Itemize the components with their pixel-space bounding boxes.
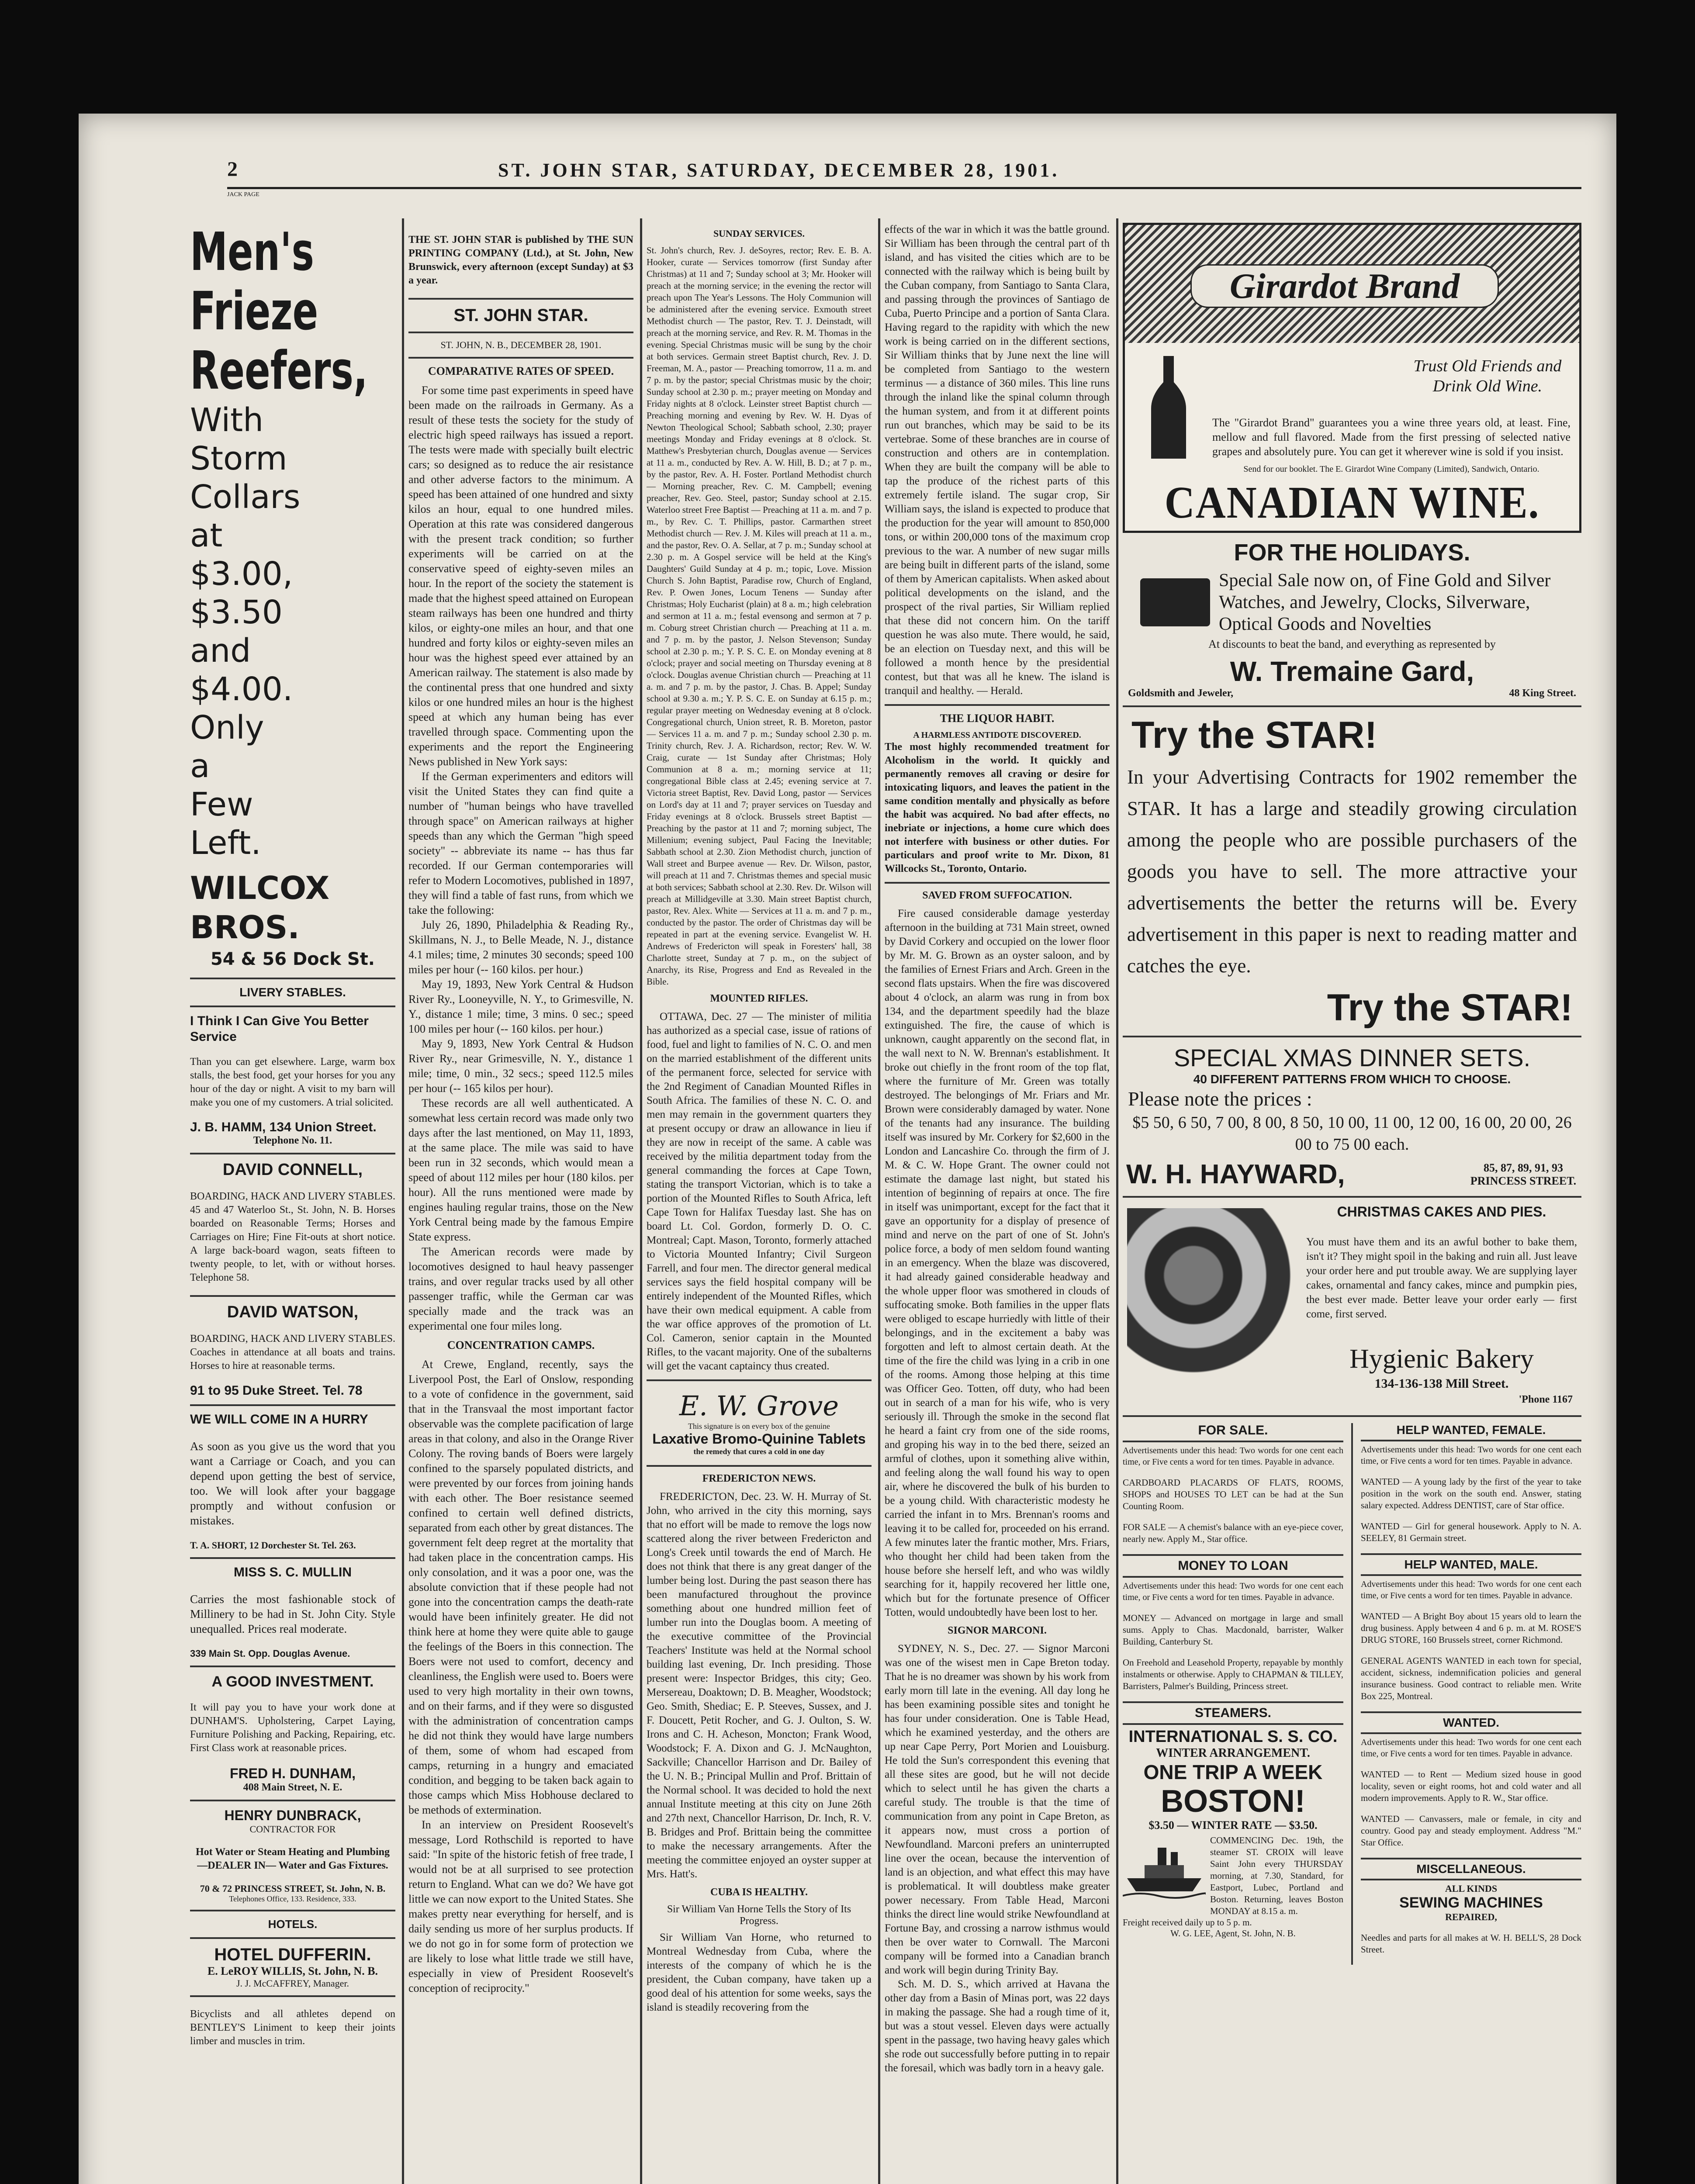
article-heading: COMPARATIVE RATES OF SPEED.	[428, 365, 614, 377]
article-paragraph: Fire caused considerable damage yesterday afternoon in the building at 731 Main street, owned by David Corkery and occupied on the lower floor by Mr. M. G. Brown as an oyster saloon, and by the families of Ernest Friars and Arch. Green in the second flats upstairs. When the fire was discovered about 4 o'clock, an alarm was rung in from box 134, and the department speedily had the blaze extinguished. The fire, the cause of which is unknown, caught apparently on the second flat, in the wall next to N. W. Brennan's establishment. It broke out chiefly in the front room of the top flat, where the furniture of Mr. Green was totally destroyed. The belongings of Mr. Friars and Mr. Brown were considerably damaged by water. None of the tenants had any insurance. The building itself was insured by Mr. Corkery for $2,600 in the London and Lancashire Co. through the firm of J. M. & C. W. Hope Grant. The owner could not estimate the damage last night, but stated his intention of beginning of repairs at once. The fire in itself was unimportant, except for the fact that it gave an opportunity for a display of presence of mind and nerve on the part of one of St. John's police force, a body of men seldom found wanting in an emergency. When the blaze was discovered, it had already gained considerable headway and the whole upper floor was smothered in clouds of suffocating smoke. Both families in the upper flats were obliged to escape hurriedly with little of their belongings, and in the excitement a baby was forgotten and left to almost certain death. At the time of the fire the child was lying in a crib in one of the rooms. Among those helping at this time was Officer Geo. Totten, off duty, who had been out in search of a man for his wife, who is very seriously ill. Through the smoke in the second flat he heard a faint cry from one of the side rooms, and groping his way in to the bed there, seized an armful of clothes, upon it something alive within, and feeling along the wall found his way to open air, where he discovered the bulk of his burden to be a young child. With characteristic modesty he carried the infant in to Mrs. Brennan's rooms and leaving it to be called for, proceeded on his errand. A few minutes later the frantic mother, Mrs. Friars, who thought her child had been taken from the house before she herself left, and who was wildly searching for it, happily recovered her little one, which but for the fortunate presence of Officer Totten, would undoubtedly have been lost to her.	[885, 908, 1110, 1618]
divider	[1361, 1732, 1581, 1734]
article-heading: MOUNTED RIFLES.	[710, 993, 808, 1004]
bromo-tagline: the remedy that cures a cold in one day	[693, 1447, 825, 1456]
star-text: In your Advertising Contracts for 1902 remember the STAR. It has a large and steadily growing circulation among the people who are possible purchasers of the goods you have to sell. The more attractive your advertisements the better the returns will be. Every advertisement in this paper is next to reading matter and catches the eye.	[1127, 766, 1577, 977]
girardot-tagline	[1404, 356, 1570, 396]
hamm-text: Than you can get elsewhere. Large, warm box stalls, the best food, get your horses for you any hour of the day or night. A visit to my barn will make you one of my customers. A trial solicited.	[190, 1056, 395, 1108]
column-ads-right	[1123, 223, 1581, 2184]
column-rule	[640, 218, 642, 2184]
article-paragraph: These records are all well authenticated. A somewhat less certain record was made only two days after the last mentioned, on May 11, 1893, at the same place. The mile was said to have been run in 32 seconds, which would mean a speed of about 112 miles per hour (180 kilos. per hour). All the runs mentioned were made by engines hauling regular trains, those on the New York Central being made by the famous Empire State express.	[408, 1097, 633, 1243]
column-news-3	[647, 223, 872, 2184]
divider	[190, 1295, 395, 1297]
masthead	[227, 157, 1581, 188]
article-paragraph: Sch. M. D. S., which arrived at Havana the other day from a Basin of Minas port, was 22 days in making the passage. She had a rough time of it, but was a stout vessel. Eleven days were actually spent in the passage, two having heavy gales which she rode out successfully before putting in to repair the foresail, which was badly torn in a heavy gale.	[885, 1978, 1110, 2074]
wine-bottle-icon	[1142, 356, 1195, 461]
divider	[190, 1937, 395, 1939]
article-heading: SAVED FROM SUFFOCATION.	[922, 890, 1072, 901]
wilcox-address: 54 & 56 Dock St.	[210, 949, 375, 969]
girardot-text: The "Girardot Brand" guarantees you a wine three years old, at least. Fine, mellow and full flavored. Made from the first pressing of selected native grapes and absolutely pure. You can get it wherever wine is sold if you insist.	[1212, 416, 1570, 458]
article-heading: FREDERICTON NEWS.	[702, 1473, 816, 1484]
divider	[1123, 705, 1581, 707]
column-rule	[1351, 1423, 1353, 1965]
forsale-item: CARDBOARD PLACARDS OF FLATS, ROOMS, SHOPS and HOUSES TO LET can be had at the Sun Counting Room.	[1123, 1477, 1343, 1511]
bakery-text: You must have them and its an awful bother to bake them, isn't it? They might spoil in the baking and ruin all. Just leave your order here and put trouble away. We are supplying layer cakes, ornamental and fancy cakes, mince and pumpkin pies, the best ever made. Better leave your order early — first come, first served.	[1306, 1236, 1577, 1320]
connell-text: BOARDING, HACK AND LIVERY STABLES. 45 and 47 Waterloo St., St. John, N. B. Horses boarded on Reasonable Terms; Horses and Carriages on Hire; Fine Fit-outs at short notice. A large back-board wagon, seats fifteen to twenty people, to let, with or without horses. Telephone 58.	[190, 1191, 395, 1283]
divider	[1123, 1576, 1343, 1578]
article-paragraph: effects of the war in which it was the battle ground. Sir William has been through the central part of th island, and has visited the cities which are to be connected with the railway which is being built by the Cuban company, from Santiago to Santa Clara, and passing through the provinces of Santiago de Cuba, Puerto Principe and a portion of Santa Clara. Having regard to the rapidity with which the new work is being carried on in the different sections, Sir William thinks that by June next the line will be completed from Santiago to the western terminus — a distance of 360 miles. This line runs through the inland like the spinal column through the human system, and from it at different points run out branches, which may be said to be its vertebrae. Some of these branches are in course of construction and others are in contemplation. When they are built the company will be able to tap the produce of the richest parts of this extremely fertile island. The sugar crop, Sir William says, the island is expected to produce that the production for the year will amount to 850,000 tons, or within 200,000 tons of the maximum crop previous to the war. A number of new sugar mills are being built in different parts of the island, some of them by American capitalists. When asked about political developments on the island, and the prospect of the rival parties, Sir William replied that these did not concern him. On the tariff question he was also mute. There would, he said, be an election on Tuesday next, and this will be followed a month hence by the presidential contest, but that was all he knew. The island is tranquil and healthy. — Herald.	[885, 224, 1110, 697]
dunham-address: 408 Main Street, N. E.	[243, 1782, 342, 1793]
misc-line: REPAIRED,	[1445, 1911, 1497, 1922]
divider	[1123, 1036, 1581, 1037]
wilcox-line: Few	[190, 786, 253, 823]
divider	[1361, 1858, 1581, 1859]
divider	[1123, 1415, 1581, 1417]
article-paragraph: At Crewe, England, recently, says the Liverpool Post, the Earl of Onslow, responding to a vote of confidence in the government, said that in the Transvaal the most important factor observable was the complete pacification of large areas in that colony, and also in the Orange River Colony. The roving bands of Boers were largely confined to the sparsely populated districts, and were prevented by our forces from joining hands with each other. The Boer resistance seemed confined to certain well defined districts, separated from each other by great distances. The government felt deep regret at the mortality that had taken place in the concentration camps. His only consolation, and it was a poor one, was the absolute conviction that if these people had not gone into the concentration camps the death-rate would have been infinitely greater. He did not think here at home they were quite able to gauge the feelings of the Boers in this connection. The Boers were not used to comfort, decency and cleanliness, the English were used to. Boers were used to very high mortality in their own towns, and on their farms, and if they were so disgusted with the administration of concentration camps he did not think they would have large numbers of them, some of whom had escaped from camps, returning in a hungry and emaciated condition, and begging to be taken back again to those camps which Miss Hobhouse declared to be methods of extermination.	[408, 1358, 633, 1816]
article-heading: THE LIQUOR HABIT.	[940, 712, 1055, 725]
divider	[1361, 1440, 1581, 1441]
gard-name: W. Tremaine Gard,	[1230, 656, 1474, 687]
divider	[1361, 1553, 1581, 1555]
short-ad	[190, 1412, 395, 1551]
mullin-name: MISS S. C. MULLIN	[234, 1565, 352, 1579]
article-paragraph: The American records were made by locomotives designed to haul heavy passenger trains, and over regular tracks used by all other passenger traffic, while the German car was specially made and the track was an experimental one four miles long.	[408, 1245, 633, 1332]
article-subheading: A HARMLESS ANTIDOTE DISCOVERED.	[913, 730, 1081, 740]
divider	[190, 1800, 395, 1801]
misc-heading: MISCELLANEOUS.	[1416, 1862, 1526, 1876]
steamers-heading: STEAMERS.	[1194, 1706, 1272, 1720]
dunbrack-telephone: Telephones Office, 133. Residence, 333.	[229, 1894, 356, 1903]
divider	[190, 1404, 395, 1406]
wilcox-line: Only	[190, 709, 264, 746]
divider	[1123, 1723, 1343, 1725]
steamers-season: WINTER ARRANGEMENT.	[1156, 1746, 1310, 1760]
column-rule	[402, 218, 404, 2184]
dufferin-owner: E. LeROY WILLIS, St. John, N. B.	[207, 1965, 378, 1977]
steamers-destination: BOSTON!	[1161, 1784, 1305, 1819]
female-heading: HELP WANTED, FEMALE.	[1396, 1423, 1546, 1437]
wilcox-ad	[190, 223, 395, 971]
dunham-ad	[190, 1673, 395, 1794]
dunham-name: FRED H. DUNHAM,	[230, 1766, 356, 1781]
hamm-heading: I Think I Can Give You Better Service	[190, 1014, 369, 1044]
divider	[1361, 1879, 1581, 1880]
dunbrack-address: 70 & 72 PRINCESS STREET, St. John, N. B.	[200, 1883, 386, 1894]
male-item: WANTED — A Bright Boy about 15 years old to learn the drug business. Apply between 4 and 6 p. m. at M. ROSE'S DRUG STORE, 160 Brussels street, corner Richmond.	[1361, 1611, 1581, 1645]
girardot-contact: Send for our booklet. The E. Girardot Wine Company (Limited), Sandwich, Ontario.	[1243, 464, 1539, 474]
divider	[190, 978, 395, 979]
watson-address: 91 to 95 Duke Street. Tel. 78	[190, 1383, 363, 1398]
article-paragraph: For some time past experiments in speed have been made on the railroads in Germany. As a result of these tests the society for the study of electric high speed railways has issued a report. The tests were made with specially built electric cars; so designed as to reduce the air resistance and other adverse factors to the minimum. A speed has been attained of one hundred and sixty kilos an hour, equal to one hundred miles. Operation at this rate was considered dangerous with the present track condition; so further experiments will be carried on at the conservative speed of eighty-seven miles an hour. In the report of the society the statement is made that the highest speed attained on European steam railways has been one hundred and thirty kilos, or eighty-one miles an hour, and that one hundred and forty kilos or eighty-seven miles an hour was the highest speed ever attained by an American railway. The statement is also made by the continental press that one hundred and sixty kilos or one hundred miles an hour is the highest speed at which any human being has ever travelled through space. Commenting upon the experiments and the report the Engineering News published in New York says:	[408, 384, 633, 768]
watson-ad	[190, 1303, 395, 1398]
wanted-heading: WANTED.	[1442, 1716, 1500, 1729]
girardot-ad	[1123, 223, 1581, 533]
forsale-heading: FOR SALE.	[1198, 1423, 1268, 1438]
hayward-heading: SPECIAL XMAS DINNER SETS.	[1173, 1044, 1531, 1071]
girardot-tagline-2: Drink Old Wine.	[1432, 377, 1543, 395]
dunham-heading: A GOOD INVESTMENT.	[211, 1673, 374, 1690]
article-paragraph: July 26, 1890, Philadelphia & Reading Ry., Skillmans, N. J., to Belle Meade, N. J., distance 4.1 miles; time, 2 minutes 30 seconds; speed 100 miles per hour (-- 160 kilos. per hour.)	[408, 919, 633, 976]
classified-col-right	[1361, 1423, 1581, 1965]
mullin-text: Carries the most fashionable stock of Millinery to be had in St. John City. Style unequalled. Prices real moderate.	[190, 1593, 395, 1635]
publication-notice: THE ST. JOHN STAR is published by THE SUN PRINTING COMPANY (Ltd.), at St. John, New Brunswick, every afternoon (except Sunday) at $3 a year.	[408, 234, 633, 286]
connell-ad	[190, 1161, 395, 1285]
female-note: Advertisements under this head: Two words for one cent each time, or Five cents a word for ten times. Payable in advance.	[1361, 1445, 1581, 1466]
gard-ad	[1123, 539, 1581, 699]
column-editorial	[408, 223, 633, 2184]
column-rule	[878, 218, 880, 2184]
hayward-address: 85, 87, 89, 91, 93 PRINCESS STREET.	[1470, 1161, 1577, 1187]
divider	[1361, 1711, 1581, 1713]
bentley-ad: Bicyclists and all athletes depend on BENTLEY'S Liniment to keep their joints limber and muscles in trim.	[190, 2008, 395, 2047]
mullin-address: 339 Main St. Opp. Douglas Avenue.	[190, 1648, 350, 1659]
masthead-rule	[227, 187, 1581, 189]
livery-heading: LIVERY STABLES.	[239, 985, 346, 999]
watson-text: BOARDING, HACK AND LIVERY STABLES. Coaches in attendance at all boats and trains. Horses to hire at reasonable terms.	[190, 1333, 395, 1372]
divider	[647, 1465, 872, 1467]
hayward-note: Please note the prices :	[1128, 1088, 1312, 1110]
wilcox-name: WILCOX BROS.	[190, 870, 330, 946]
gard-address: 48 King Street.	[1509, 688, 1576, 699]
article-paragraph: Sir William Van Horne, who returned to Montreal Wednesday from Cuba, where the interests of the company of which he is the president, the Cuban company, have taken up a good deal of his attention for some weeks, says the island is steadily recovering from the	[647, 1932, 872, 2013]
divider	[408, 357, 633, 359]
page-number: 2	[227, 158, 238, 181]
masthead-title: ST. JOHN STAR, SATURDAY, DECEMBER 28, 1901.	[498, 159, 1060, 181]
article-paragraph: May 9, 1893, New York Central & Hudson River Ry., near Grimesville, N. Y., distance 1 mile; time, 0 min., 32 secs.; speed 112.5 miles per hour (-- 165 kilos per hour).	[408, 1037, 633, 1095]
masthead-kicker: JACK PAGE	[227, 191, 259, 198]
misc-line: SEWING MACHINES	[1399, 1894, 1543, 1911]
article-heading: CONCENTRATION CAMPS.	[447, 1339, 595, 1351]
article-paragraph: FREDERICTON, Dec. 23. W. H. Murray of St. John, who arrived in the city this morning, says that no effort will be made to remove the logs now scattered along the river between Fredericton and Long's Creek until towards the end of March. He does not think that there is any great danger of the lumber being lost. During the past season there has been manufactured throughout the province something about one hundred million feet of lumber run into the Douglas boom. A meeting of the executive committee of the Provincial Teachers' Institute was held at the Normal school building last evening, Dr. Inch presiding. Those present were: Inspector Bridges, this city; Geo. Mersereau, Doaktown; D. B. Meagher, Woodstock; Geo. Smith, Shediac; E. P. Steeves, Sussex, and J. F. Doucett, Petit Rocher, and G. J. Oulton, S. W. Irons and C. H. Acheson, Moncton; Frank Wood, Woodstock; F. A. Dixon and G. J. McNaughton, Sackville; Chancellor Harrison and Dr. Bailey of the U. N. B.; Principal Mullin and Prof. Brittain of the Normal school. It was decided to hold the next annual Institute meeting at this city on June 26th and 27th next, Chancellor Harrison, Dr. Inch, R. V. B. Bridges and Prof. Brittain being the committee to make the necessary arrangements. After the meeting the committee enjoyed an oyster supper at Mrs. Hatt's.	[647, 1491, 872, 1880]
steamship-icon	[1123, 1835, 1206, 1900]
gard-subtext: At discounts to beat the band, and everything as represented by	[1208, 638, 1496, 650]
bakery-ad	[1123, 1204, 1581, 1409]
steamers-frequency: ONE TRIP A WEEK	[1143, 1761, 1323, 1783]
divider	[190, 1557, 395, 1559]
hayward-ad	[1123, 1044, 1581, 1190]
column-rule	[1116, 218, 1118, 2184]
gard-heading: FOR THE HOLIDAYS.	[1234, 539, 1470, 566]
mullin-ad	[190, 1565, 395, 1659]
newspaper-page	[79, 114, 1616, 2184]
wilcox-line: $4.00.	[190, 670, 293, 708]
dufferin-ad	[190, 1945, 395, 1989]
column-ads-left	[190, 223, 395, 2184]
article-paragraph: The most highly recommended treatment for Alcoholism in the world. It quickly and permanently removes all craving or desire for intoxicating liquors, and leaves the patient in the same condition mentally and physically as before the habit was acquired. No bad after effects, no inebriate or injections, a home cure which does not interfere with business or other duties. For particulars and proof write to Mr. Dixon, 81 Willcocks St., Toronto, Ontario.	[885, 741, 1110, 874]
gard-trade: Goldsmith and Jeweler,	[1128, 688, 1234, 699]
column-news-4	[885, 223, 1110, 2184]
money-note: Advertisements under this head: Two words for one cent each time, or Five cents a word for ten times. Payable in advance.	[1123, 1581, 1343, 1602]
classifieds	[1123, 1423, 1581, 1965]
divider	[1123, 1701, 1343, 1703]
wanted-note: Advertisements under this head: Two words for one cent each time, or Five cents a word for ten times. Payable in advance.	[1361, 1738, 1581, 1759]
wilcox-line: Storm	[190, 440, 287, 477]
hotels-heading: HOTELS.	[268, 1918, 318, 1931]
girardot-headline: CANADIAN WINE.	[1164, 477, 1540, 528]
forsale-note: Advertisements under this head: Two words for one cent each time, or Five cents a word for ten times. Payable in advance.	[1123, 1446, 1343, 1467]
divider	[190, 1666, 395, 1667]
gard-text: Special Sale now on, of Fine Gold and Silver Watches, and Jewelry, Clocks, Silverware, Optical Goods and Novelties	[1219, 570, 1551, 634]
dunbrack-subtitle: CONTRACTOR FOR	[249, 1824, 336, 1835]
hayward-prices: $5 50, 6 50, 7 00, 8 00, 8 50, 10 00, 11 00, 12 00, 16 00, 20 00, 26 00 to 75 00 each.	[1132, 1113, 1572, 1154]
wilcox-line: Left.	[190, 824, 261, 862]
bromo-product: Laxative Bromo-Quinine Tablets	[652, 1431, 866, 1447]
short-heading: WE WILL COME IN A HURRY	[190, 1412, 368, 1427]
misc-text: Needles and parts for all makes at W. H. BELL'S, 28 Dock Street.	[1361, 1932, 1581, 1955]
watch-icon	[1140, 578, 1210, 626]
bromo-ad	[647, 1387, 872, 1459]
misc-line: ALL KINDS	[1445, 1883, 1498, 1894]
star-promo	[1123, 713, 1581, 1030]
dunbrack-name: HENRY DUNBRACK,	[224, 1807, 361, 1823]
wilcox-line: a	[190, 747, 210, 785]
article-paragraph: SYDNEY, N. S., Dec. 27. — Signor Marconi was one of the wisest men in Cape Breton today. That he is no dreamer was shown by his work from early morn till late in the evening. All day long he has been examining possible sites and tonight he has four under consideration. One is Table Head, which he examined yesterday, and the others are up near Cape Perry, Port Morien and Louisburg. He told the Sun's correspondent this evening that all these sites are good, but he will not decide which to select until he has given the charts a careful study. The trouble is that the time of communication from any point in Cape Breton, as it appears now, must cross a portion of Newfoundland. Marconi prefers an uninterrupted line over the ocean, because the intervention of land is an objection, and what effect this may have is problematical. It will doubtless make greater power necessary. From Table Head, Marconi thinks the direct line would strike Newfoundland at Fortune Bay, and crossing a narrow isthmus would then be over water to Cornwall. The Marconi company will be formed into a Canadian branch and work will begin during Trinity Bay.	[885, 1643, 1110, 1976]
watson-name: DAVID WATSON,	[227, 1303, 359, 1321]
wanted-item: WANTED — Canvassers, male or female, in city and country. Good pay and steady employment. Address "M." Star Office.	[1361, 1814, 1581, 1848]
money-item: On Freehold and Leasehold Property, repayable by monthly instalments or otherwise. Apply to CHAPMAN & TILLEY, Barristers, Palmer's Building, Princess street.	[1123, 1657, 1343, 1691]
divider	[190, 1995, 395, 1997]
chef-illustration	[1127, 1208, 1293, 1400]
article-paragraph: St. John's church, Rev. J. deSoyres, rector; Rev. E. B. A. Hooker, curate — Services tomorrow (first Sunday after Christmas) at 11 and 7; Sunday school at 3; Mr. Hooker will preach at the morning service; in the evening the rector will preach upon The Year's Lessons. The Holy Communion will be administered after the evening service. Exmouth street Methodist church — The pastor, Rev. T. J. Deinstadt, will preach at the morning service, and Rev. R. M. Thomas in the evening. Special Christmas music will be sung by the choir at both services. Germain street Baptist church, Rev. J. D. Freeman, M. A., pastor — Preaching tomorrow, 11 a. m. and 7 p. m. by the pastor; special Christmas music by the choir; Sunday school at 2.30 p. m.; prayer meeting on Monday and Friday nights at 8 o'clock. Leinster street Baptist church — Preaching morning and evening by Rev. W. H. Dyas of Newton Theological School; Sabbath school, 2.30; prayer meetings Monday and Friday evenings at 8 o'clock. St. Matthew's Presbyterian church, Douglas avenue — Services at 11 a. m., conducted by Rev. A. W. Hill, B. D.; at 7 p. m., by the pastor, Rev. A. H. Foster. Portland Methodist church — Morning preacher, Rev. C. M. Campbell; evening preacher, Rev. Geo. Steel, pastor; Sunday school at 2.15. Waterloo street Free Baptist — Preaching at 11 a. m. and 7 p. m., by Rev. C. T. Phillips, pastor. Carmarthen street Methodist church — Rev. J. M. Kiles will preach at 11 a. m., and the pastor, Rev. O. A. Sellar, at 7 p. m.; Sunday school at 2.30 p. m. A Gospel service will be held at the King's Daughters' Guild Sunday at 4 p. m.; topic, Love. Mission Church S. John Baptist, Paradise row, Church of England, Rev. P. Owen Jones, Locum Tenens — Sunday after Christmas; Holy Eucharist (plain) at 8 a. m.; high celebration and sermon at 11 a. m.; festal evensong and sermon at 7 p. m. Coburg street Christian church — Preaching at 11 a. m. and 7 p. m. by the pastor, J. Nelson Stevenson; Sunday school at 2.30 p. m.; Y. P. S. C. E. on Monday evening at 8 o'clock; prayer and social meeting on Thursday evening at 8 o'clock. Douglas avenue Christian church — Preaching at 11 a. m. and 7 p. m. by the pastor, J. Chas. B. Appel; Sunday school at 9.30 a. m.; Y. P. S. C. E. on Sunday at 6.15 p. m.; regular prayer meeting on Wednesday evening at 8 o'clock. Congregational church, Union street, R. B. Moreton, pastor — Services 11 a. m. and 7 p. m.; Sunday school 2.30 p. m. Trinity church, Rev. J. A. Richardson, rector; Rev. W. W. Craig, curate — 1st Sunday after Christmas; Holy Communion at 8 a. m.; morning service at 11; congregational Bible class at 2.45; evening service at 7. Victoria street Baptist, Rev. David Long, pastor — Services on Lord's day at 11 and 7; prayer services on Tuesday and Friday evenings at 8 o'clock. Brussels street Baptist — Preaching by the pastor at 11 and 7; morning subject, The Millenium; evening subject, Paul Facing the Inevitable; Sabbath school at 2.30. Zion Methodist church, junction of Wall street and Burpee avenue — Rev. Dr. Wilson, pastor, will preach at 11 and 7. Christmas themes and special music at both services; Sabbath school at 2.30. Rev. Dr. Wilson will preach at Millidgeville at 3.30. Main street Baptist church, pastor, Rev. Alex. White — Services at 11 a. m. and 7 p. m., conducted by the pastor. The order of Christmas day will be repeated in part at the evening service. Evangelist W. H. Andrews of Fredericton will speak in Foresters' hall, 38 Charlotte street, Sunday at 7 p. m., on the subject of Anarchy, its Rise, Progress and End as Revealed in the Bible.	[647, 245, 872, 987]
paper-name: ST. JOHN STAR.	[453, 306, 588, 325]
star-heading: Try the STAR!	[1131, 714, 1377, 756]
article-paragraph: If the German experimenters and editors will visit the United States they can find quite a number of "human beings who have travelled through space" on American railways at higher speeds than any which the German "high speed society" -- abbreviate its name -- has thus far recorded. If our German contemporaries will refer to Modern Locomotives, published in 1897, they will find a table of fast runs, from which we take the following:	[408, 770, 633, 916]
male-heading: HELP WANTED, MALE.	[1404, 1558, 1538, 1571]
steamers-freight: Freight received daily up to 5 p. m.	[1123, 1917, 1252, 1928]
dunham-text: It will pay you to have your work done at DUNHAM'S. Upholstering, Carpet Laying, Furniture Polishing and Packing, Repairing, etc. First Class work at reasonable prices.	[190, 1702, 395, 1754]
bakery-name: Hygienic Bakery	[1349, 1344, 1534, 1374]
divider	[1123, 1441, 1343, 1442]
dufferin-name: HOTEL DUFFERIN.	[214, 1945, 371, 1964]
divider	[885, 882, 1110, 884]
steamers-company: INTERNATIONAL S. S. CO.	[1128, 1728, 1338, 1746]
article-heading: SUNDAY SERVICES.	[713, 228, 805, 239]
connell-name: DAVID CONNELL,	[222, 1161, 363, 1179]
article-paragraph: OTTAWA, Dec. 27 — The minister of militia has authorized as a special case, issue of rations of food, fuel and light to families of N. C. O. and men on the married establishment of the different units of the permanent force, selected for service with the 2nd Regiment of Canadian Mounted Rifles in South Africa. The families of these N. C. O. and men may remain in the government quarters they at present occupy or draw an allowance in lieu if they are now in receipt of the same. A cable was received by the militia department today from the general commanding the forces at Cape Town, stating the transport Victorian, which is to take a portion of the Mounted Rifles to South Africa, left Cape Town for Halifax Tuesday last. She has on board Lt. Col. Gordon, formerly D. O. C. Montreal; Capt. Mason, Toronto, formerly attached to Victoria Mounted Infantry; Civil Surgeon Farrell, and four men. The director general medical services says the field hospital company will be entirely independent of the Mounted Rifles, which have their own medical equipment. A cable from the war office approves of the promotion of Lt. Col. Cameron, senior captain in the Mounted Rifles, to the vacant majority. One of the subalterns will get the vacant captaincy thus created.	[647, 1011, 872, 1372]
classified-col-left	[1123, 1423, 1343, 1965]
divider	[885, 704, 1110, 706]
hayward-subheading: 40 DIFFERENT PATTERNS FROM WHICH TO CHOOSE.	[1193, 1072, 1511, 1086]
divider	[190, 1153, 395, 1154]
wilcox-line: Men's	[190, 223, 314, 283]
girardot-tagline-1: Trust Old Friends and	[1413, 357, 1562, 375]
bromo-signature: E. W. Grove	[679, 1390, 839, 1422]
divider	[647, 1379, 872, 1381]
wilcox-line: With	[190, 401, 264, 439]
steamers-agent: W. G. LEE, Agent, St. John, N. B.	[1170, 1928, 1296, 1939]
star-footer: Try the STAR!	[1327, 987, 1573, 1029]
bakery-heading: CHRISTMAS CAKES AND PIES.	[1337, 1204, 1546, 1220]
divider	[408, 332, 633, 333]
hamm-telephone: Telephone No. 11.	[253, 1135, 332, 1146]
divider	[1123, 1196, 1581, 1198]
steamers-rate: $3.50 — WINTER RATE — $3.50.	[1148, 1819, 1318, 1832]
short-text: As soon as you give us the word that you want a Carriage or Coach, and you can depend upon getting the best of service, too. We will look after your baggage promptly and without confusion or mistakes.	[190, 1440, 395, 1527]
divider	[190, 1910, 395, 1911]
dunbrack-ad	[190, 1807, 395, 1904]
article-paragraph: In an interview on President Roosevelt's message, Lord Rothschild is reported to have said: "In spite of the historic fetish of free trade, I would not be at all surprised to see protection return to England. What can we do? We have got little we can now export to the United States. She makes pretty near everything for herself, and is daily sending us more of her surplus products. If we do not go in for some form of protection we are likely to lose what little trade we still have, especially in view of President Roosevelt's conception of reciprocity."	[408, 1818, 633, 1994]
wilcox-line: $3.50	[190, 594, 283, 631]
bakery-phone: 'Phone 1167	[1519, 1394, 1573, 1405]
money-item: MONEY — Advanced on mortgage in large and small sums. Apply to Chas. Macdonald, barrister, Walker Building, Canterbury St.	[1123, 1613, 1343, 1647]
steamers-text: COMMENCING Dec. 19th, the steamer ST. CROIX will leave Saint John every THURSDAY morning, at 7.30, Standard, for Eastport, Lubec, Portland and Boston. Returning, leaves Boston MONDAY at 8.15 a. m.	[1210, 1835, 1343, 1916]
wilcox-line: at	[190, 517, 223, 554]
short-name: T. A. SHORT, 12 Dorchester St. Tel. 263.	[190, 1540, 356, 1551]
female-item: WANTED — Girl for general housework. Apply to N. A. SEELEY, 81 Germain street.	[1361, 1521, 1581, 1543]
hayward-name: W. H. HAYWARD,	[1126, 1159, 1345, 1189]
article-heading: SIGNOR MARCONI.	[948, 1625, 1047, 1636]
article-subheading: Sir William Van Horne Tells the Story of Its Progress.	[667, 1904, 851, 1927]
article-heading: CUBA IS HEALTHY.	[710, 1887, 808, 1898]
divider	[190, 1006, 395, 1007]
divider	[1123, 1554, 1343, 1556]
wanted-item: WANTED — to Rent — Medium sized house in good locality, seven or eight rooms, hot and cold water and all modern improvements. Apply to R. W., Star office.	[1361, 1769, 1581, 1803]
divider	[1361, 1574, 1581, 1576]
wilcox-line: Collars	[190, 478, 301, 516]
forsale-item: FOR SALE — A chemist's balance with an eye-piece cover, nearly new. Apply M., Star office.	[1123, 1522, 1343, 1544]
dateline: ST. JOHN, N. B., DECEMBER 28, 1901.	[440, 339, 602, 350]
dufferin-manager: J. J. McCAFFREY, Manager.	[236, 1978, 349, 1989]
male-item: GENERAL AGENTS WANTED in each town for special, accident, sickness, indemnification policies and general insurance business. Good contract to reliable men. Write Box 225, Montreal.	[1361, 1655, 1581, 1701]
wilcox-line: Reefers,	[190, 341, 368, 401]
hamm-ad	[190, 1013, 395, 1147]
bromo-text: This signature is on every box of the genuine	[688, 1422, 830, 1431]
wilcox-line: $3.00,	[190, 555, 293, 593]
female-item: WANTED — A young lady by the first of the year to take position in the work on the south end. Answer, stating salary expected. Address DENTIST, care of Star office.	[1361, 1476, 1581, 1510]
article-paragraph: May 19, 1893, New York Central & Hudson River Ry., Looneyville, N. Y., to Grimesville, N. Y., distance 1 mile; time, 3 mins. 0 sec.; speed 100 miles per hour (-- 160 kilos. per hour.)	[408, 978, 633, 1035]
money-heading: MONEY TO LOAN	[1178, 1559, 1288, 1573]
male-note: Advertisements under this head: Two words for one cent each time, or Five cents a word for ten times. Payable in advance.	[1361, 1579, 1581, 1600]
wilcox-line: Frieze	[190, 281, 318, 342]
hamm-name: J. B. HAMM, 134 Union Street.	[190, 1120, 377, 1134]
girardot-brand: Girardot Brand	[1190, 264, 1499, 308]
dunbrack-text: Hot Water or Steam Heating and Plumbing —DEALER IN— Water and Gas Fixtures.	[195, 1846, 390, 1871]
divider	[408, 298, 633, 300]
bakery-address: 134-136-138 Mill Street.	[1374, 1376, 1509, 1391]
wilcox-line: and	[190, 632, 251, 670]
